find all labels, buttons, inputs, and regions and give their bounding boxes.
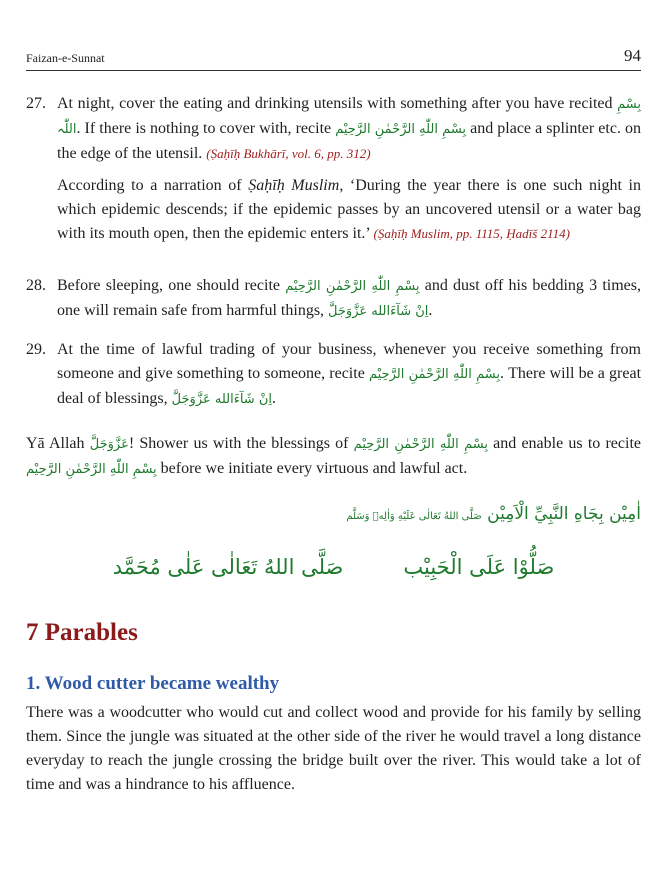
salawat-left: صَلُّوْا عَلَى الْحَبِيْب [403,555,555,579]
section-body: There was a woodcutter who would cut and collect wood and provide for his family by selling them. Since the jungle was situated at the other side of the river he would travel a long distance everyday to reach the jungle crossing the bridge built over the river. This would take a lot of time and was a hindrance to his affluence. [26,704,641,793]
section-title: 7 Parables [26,619,138,646]
text-segment: According to a narration of [57,177,242,194]
list-item-27 [26,92,641,246]
arabic-bismillah: بِسْمِ اللّٰهِ الرَّحْمٰنِ الرَّحِيْم [26,462,157,477]
text-segment: . [271,390,276,407]
text-segment: ! Shower us with the blessings of [128,435,349,452]
dua-small: صَلَّى اللهُ تَعَالٰى عَلَيْهِ وَاٰلِهٖ وَسَلَّم [346,511,482,522]
text-segment: At the time of lawful trading of your business, whenever you receive something from someone and give something to someone, recite [57,341,641,382]
text-segment: . If there is nothing to cover with, recite [76,120,332,137]
item-number: 28. [26,277,46,294]
section-subtitle: 1. Wood cutter became wealthy [26,673,280,694]
list-item-28 [26,274,641,324]
page-header [26,48,641,71]
text-segment: before we initiate every virtuous and lawful act. [160,460,468,477]
text-segment: and enable us to recite [493,435,641,452]
page-number: 94 [624,46,641,65]
text-segment: Before sleeping, one should recite [57,277,280,294]
text-segment: and place a splinter etc. on the edge of the utensil. [57,120,642,162]
text-segment: At night, cover the eating and drinking utensils with something after you have recited [57,95,613,112]
item-text [57,274,641,324]
item-number: 29. [26,341,46,358]
text-segment: Yā Allah [26,435,85,452]
text-segment: . There will be a great deal of blessings, [57,365,642,407]
text-segment: and dust off his bedding 3 times, one will remain safe from harmful things, [57,277,642,319]
list-item-29 [26,338,641,412]
arabic-inshaallah: اِنْ شَآءَالله عَزَّوَجَلَّ [171,392,272,407]
arabic-bismillah-calligraphy: بِسْمِ اللّٰہ [57,97,641,137]
item-number: 27. [26,95,46,112]
dua-main: اٰمِيْن بِجَاهِ النَّبِيِّ الْاَمِيْن [487,504,641,524]
item-text [57,338,641,412]
closing-paragraph [26,432,641,482]
dua-line [26,502,641,529]
text-segment: . [428,302,433,319]
page-content [26,92,641,797]
citation: (Ṣaḥīḥ Bukhārī, vol. 6, pp. 312) [206,146,371,161]
arabic-bismillah: بِسْمِ اللّٰهِ الرَّحْمٰنِ الرَّحِيْم [368,367,500,382]
book-title: Faizan-e-Sunnat [26,51,105,65]
salawat-right: صَلَّى اللهُ تَعَالٰى عَلٰى مُحَمَّد [112,555,344,579]
salawat-line [26,555,641,579]
citation: (Ṣaḥīḥ Muslim, pp. 1115, Ḥadīš 2114) [373,226,570,241]
arabic-inshaallah: اِنْ شَآءَالله عَزَّوَجَلَّ [328,304,429,319]
text-segment: , ‘During the year there is one such night in which epidemic descends; if the epidemic passes by an uncovered utensil or a water bag with its mouth open, then the epidemic enters it.’ [57,177,642,242]
arabic-bismillah: بِسْمِ اللّٰهِ الرَّحْمٰنِ الرَّحِيْم [335,122,467,137]
arabic-bismillah: بِسْمِ اللّٰهِ الرَّحْمٰنِ الرَّحِيْم [285,279,420,294]
item-subtext [57,174,641,246]
source-name: Ṣaḥīḥ Muslim [248,177,340,194]
arabic-bismillah: بِسْمِ اللّٰهِ الرَّحْمٰنِ الرَّحِيْم [353,437,488,452]
item-text [57,92,641,166]
arabic-azzawajal: عَزَّوَجَلَّ [89,437,129,452]
